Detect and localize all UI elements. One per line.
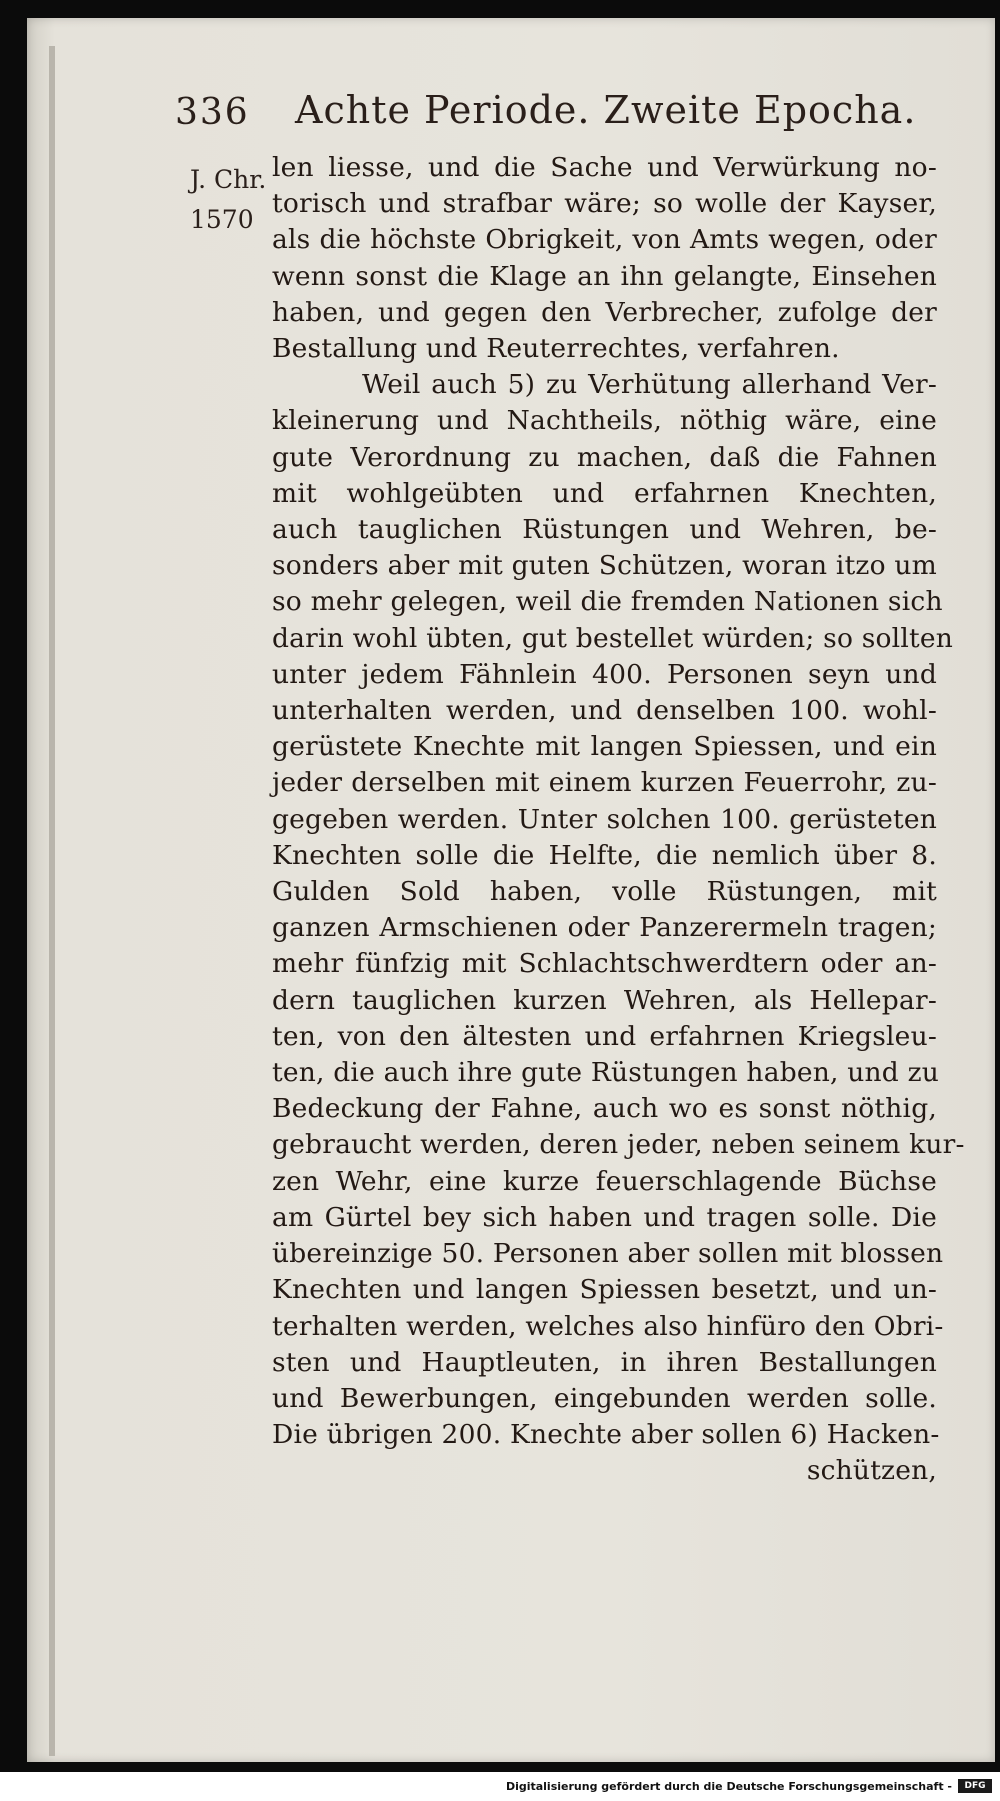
text-line: unterhalten werden, und denselben 100. wohl- bbox=[272, 695, 937, 727]
text-line: gerüstete Knechte mit langen Spiessen, und ein bbox=[272, 731, 937, 763]
text-line: übereinzige 50. Personen aber sollen mit blossen bbox=[272, 1238, 944, 1270]
page-edge bbox=[49, 46, 55, 1756]
text-line: Gulden Sold haben, volle Rüstungen, mit bbox=[272, 876, 937, 908]
text-line: unter jedem Fähnlein 400. Personen seyn und bbox=[272, 658, 937, 690]
text-line: gegeben werden. Unter solchen 100. gerüsteten bbox=[272, 803, 937, 835]
text-line: mehr fünfzig mit Schlachtschwerdtern oder an- bbox=[272, 948, 937, 980]
text-line: wenn sonst die Klage an ihn gelangte, Einsehen bbox=[272, 260, 937, 292]
text-line: torisch und strafbar wäre; so wolle der Kayser, bbox=[272, 188, 937, 220]
body-text bbox=[272, 150, 965, 1490]
margin-note-label: J. Chr. bbox=[190, 165, 267, 194]
page-number: 336 bbox=[175, 92, 250, 133]
text-line: auch tauglichen Rüstungen und Wehren, be- bbox=[272, 514, 937, 546]
dfg-logo-icon: DFG bbox=[958, 1779, 992, 1793]
text-line: ten, von den ältesten und erfahrnen Kriegsleu- bbox=[272, 1020, 937, 1052]
funding-credit: Digitalisierung gefördert durch die Deutsche Forschungsgemeinschaft - bbox=[505, 1780, 952, 1793]
text-line: sten und Hauptleuten, in ihren Bestallungen bbox=[272, 1346, 937, 1378]
footer-bar bbox=[0, 1772, 1000, 1801]
text-line: dern tauglichen kurzen Wehren, als Hellepar- bbox=[272, 984, 937, 1016]
running-head-title: Achte Periode. Zweite Epocha. bbox=[295, 88, 917, 132]
text-line: ganzen Armschienen oder Panzerermeln tragen; bbox=[272, 912, 937, 944]
text-line: am Gürtel bey sich haben und tragen solle. Die bbox=[272, 1201, 937, 1233]
text-line: gebraucht werden, deren jeder, neben seinem kur- bbox=[272, 1129, 965, 1161]
text-line: sonders aber mit guten Schützen, woran itzo um bbox=[272, 550, 937, 582]
text-line: ten, die auch ihre gute Rüstungen haben, und zu bbox=[272, 1057, 940, 1089]
text-line: Weil auch 5) zu Verhütung allerhand Ver- bbox=[362, 369, 937, 401]
margin-note bbox=[190, 160, 285, 240]
text-line: so mehr gelegen, weil die fremden Nationen sich bbox=[272, 586, 943, 618]
text-line: zen Wehr, eine kurze feuerschlagende Büchse bbox=[272, 1165, 937, 1197]
text-line: darin wohl übten, gut bestellet würden; so sollten bbox=[272, 622, 954, 654]
margin-note-year: 1570 bbox=[190, 205, 254, 234]
text-line: Bestallung und Reuterrechtes, verfahren. bbox=[272, 333, 840, 365]
text-line: gute Verordnung zu machen, daß die Fahnen bbox=[272, 441, 937, 473]
running-head bbox=[175, 80, 917, 140]
text-line: len liesse, und die Sache und Verwürkung no- bbox=[272, 152, 937, 183]
text-line: haben, und gegen den Verbrecher, zufolge der bbox=[272, 296, 937, 328]
text-line: und Bewerbungen, eingebunden werden solle. bbox=[272, 1382, 937, 1414]
catchword: schützen, bbox=[806, 1455, 937, 1487]
text-line: Bedeckung der Fahne, auch wo es sonst nöthig, bbox=[272, 1093, 937, 1125]
text-line: als die höchste Obrigkeit, von Amts wegen, oder bbox=[272, 224, 937, 256]
text-line: jeder derselben mit einem kurzen Feuerrohr, zu- bbox=[272, 767, 937, 799]
text-line: Die übrigen 200. Knechte aber sollen 6) Hacken- bbox=[272, 1419, 940, 1451]
text-line: Knechten und langen Spiessen besetzt, und un- bbox=[272, 1274, 937, 1306]
text-line: terhalten werden, welches also hinfüro den Obri- bbox=[272, 1310, 944, 1342]
text-line: kleinerung und Nachtheils, nöthig wäre, eine bbox=[272, 405, 937, 437]
text-line: Knechten solle die Helfte, die nemlich über 8. bbox=[272, 839, 937, 871]
text-line: mit wohlgeübten und erfahrnen Knechten, bbox=[272, 477, 937, 509]
